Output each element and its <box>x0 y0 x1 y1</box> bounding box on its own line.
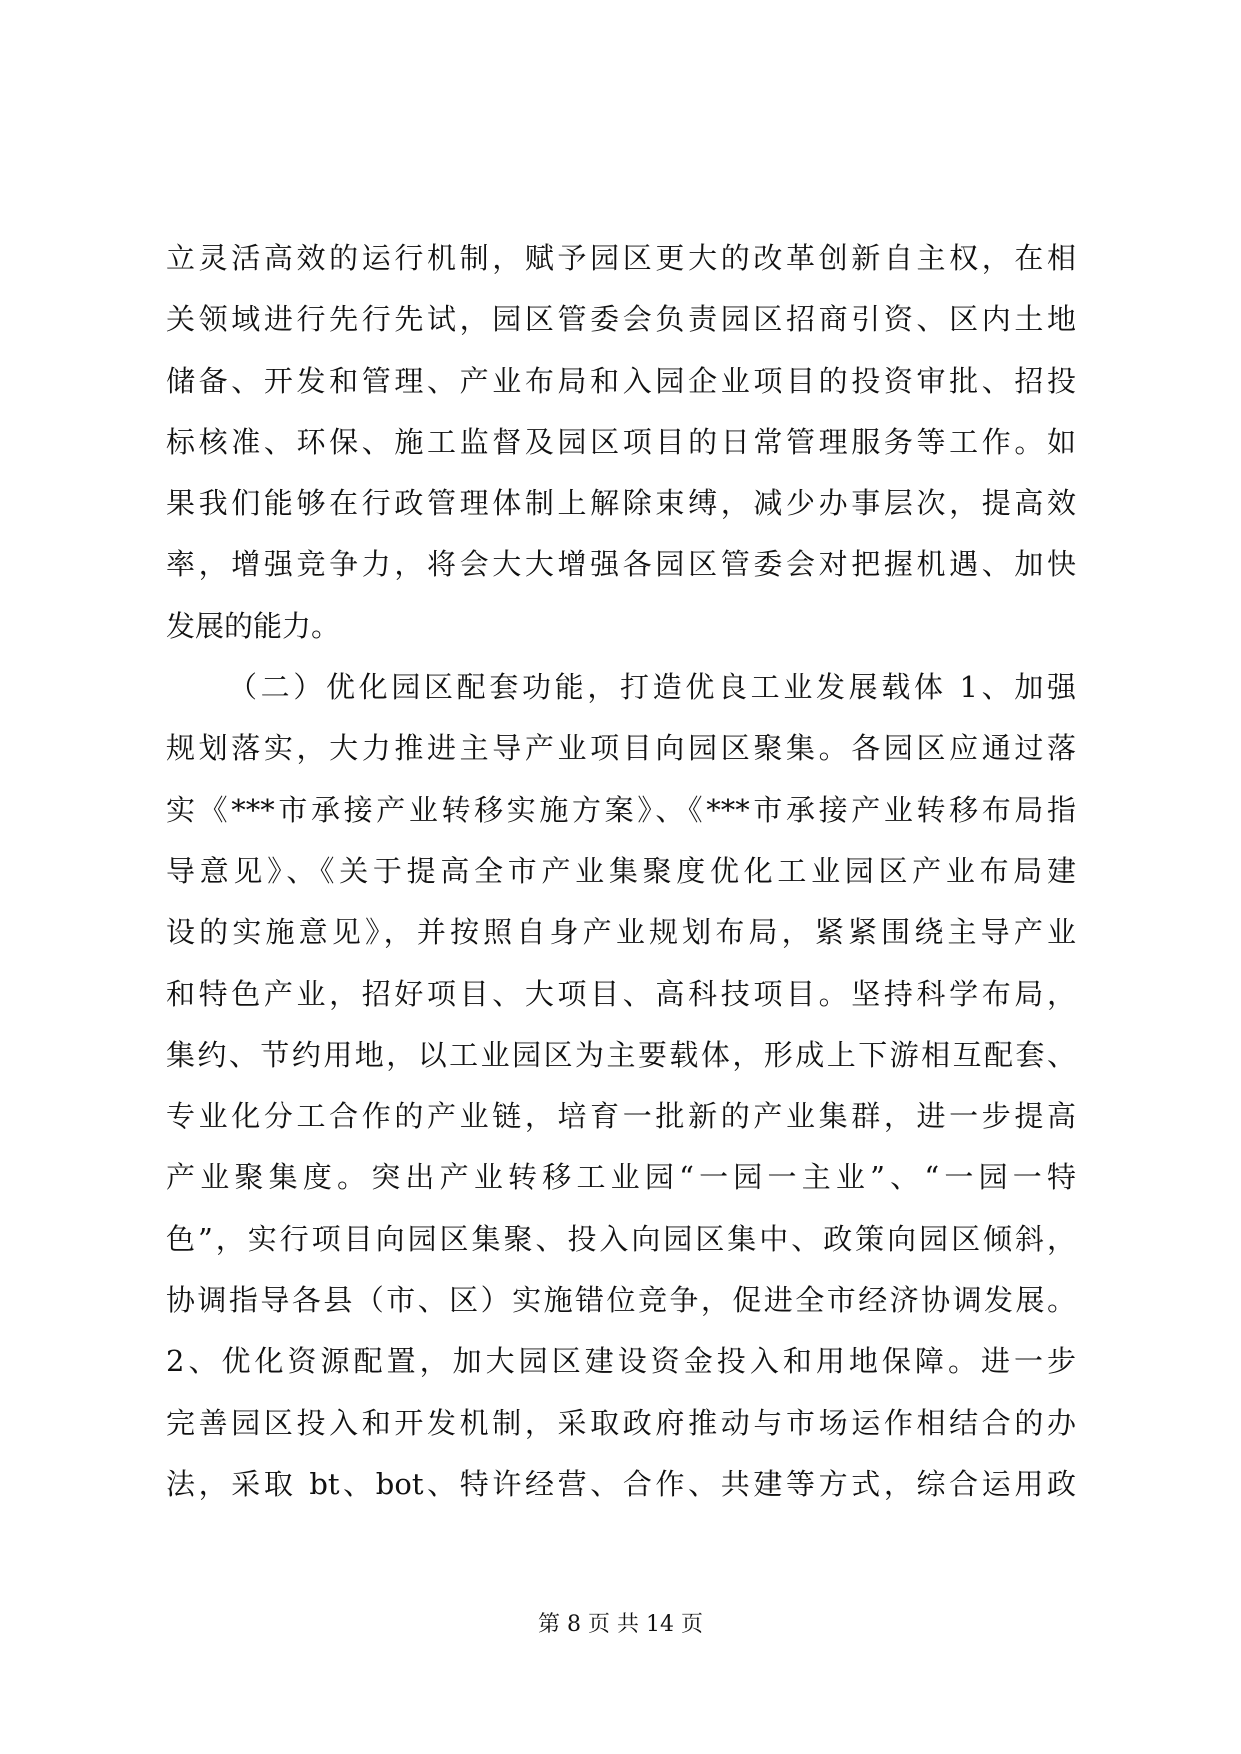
text-line: 产业聚集度。突出产业转移工业园“一园一主业”、“一园一特 <box>166 1160 1076 1195</box>
text-line: 标核准、环保、施工监督及园区项目的日常管理服务等工作。如 <box>166 424 1076 459</box>
text-line: 色”，实行项目向园区集聚、投入向园区集中、政策向园区倾斜， <box>166 1221 1076 1256</box>
page-number-footer: 第 8 页 共 14 页 <box>538 1612 703 1637</box>
section-heading-line: （二）优化园区配套功能，打造优良工业发展载体 1、加强 <box>228 670 1076 705</box>
text-line: 协调指导各县（市、区）实施错位竞争，促进全市经济协调发展。 <box>166 1283 1076 1318</box>
text-line: 关领域进行先行先试，园区管委会负责园区招商引资、区内土地 <box>166 302 1076 337</box>
text-line: 导意见》、《关于提高全市产业集聚度优化工业园区产业布局建 <box>166 853 1076 888</box>
text-line: 集约、节约用地，以工业园区为主要载体，形成上下游相互配套、 <box>166 1037 1076 1072</box>
text-line: 发展的能力。 <box>166 608 341 643</box>
text-line: 法，采取 bt、bot、特许经营、合作、共建等方式，综合运用政 <box>166 1466 1076 1501</box>
text-line: 规划落实，大力推进主导产业项目向园区聚集。各园区应通过落 <box>166 731 1076 766</box>
text-line: 率，增强竞争力，将会大大增强各园区管委会对把握机遇、加快 <box>166 547 1076 582</box>
body-text <box>166 228 1076 1515</box>
text-line: 专业化分工合作的产业链，培育一批新的产业集群，进一步提高 <box>166 1099 1076 1134</box>
text-line: 储备、开发和管理、产业布局和入园企业项目的投资审批、招投 <box>166 363 1076 398</box>
text-line: 立灵活高效的运行机制，赋予园区更大的改革创新自主权，在相 <box>166 241 1076 275</box>
text-line: 设的实施意见》，并按照自身产业规划布局，紧紧围绕主导产业 <box>166 915 1076 950</box>
text-line: 实《***市承接产业转移实施方案》、《***市承接产业转移布局指 <box>166 792 1076 827</box>
text-line: 2、优化资源配置，加大园区建设资金投入和用地保障。进一步 <box>166 1344 1076 1379</box>
text-line: 完善园区投入和开发机制，采取政府推动与市场运作相结合的办 <box>166 1405 1076 1440</box>
text-line: 果我们能够在行政管理体制上解除束缚，减少办事层次，提高效 <box>166 486 1076 521</box>
text-line: 和特色产业，招好项目、大项目、高科技项目。坚持科学布局， <box>166 976 1076 1011</box>
